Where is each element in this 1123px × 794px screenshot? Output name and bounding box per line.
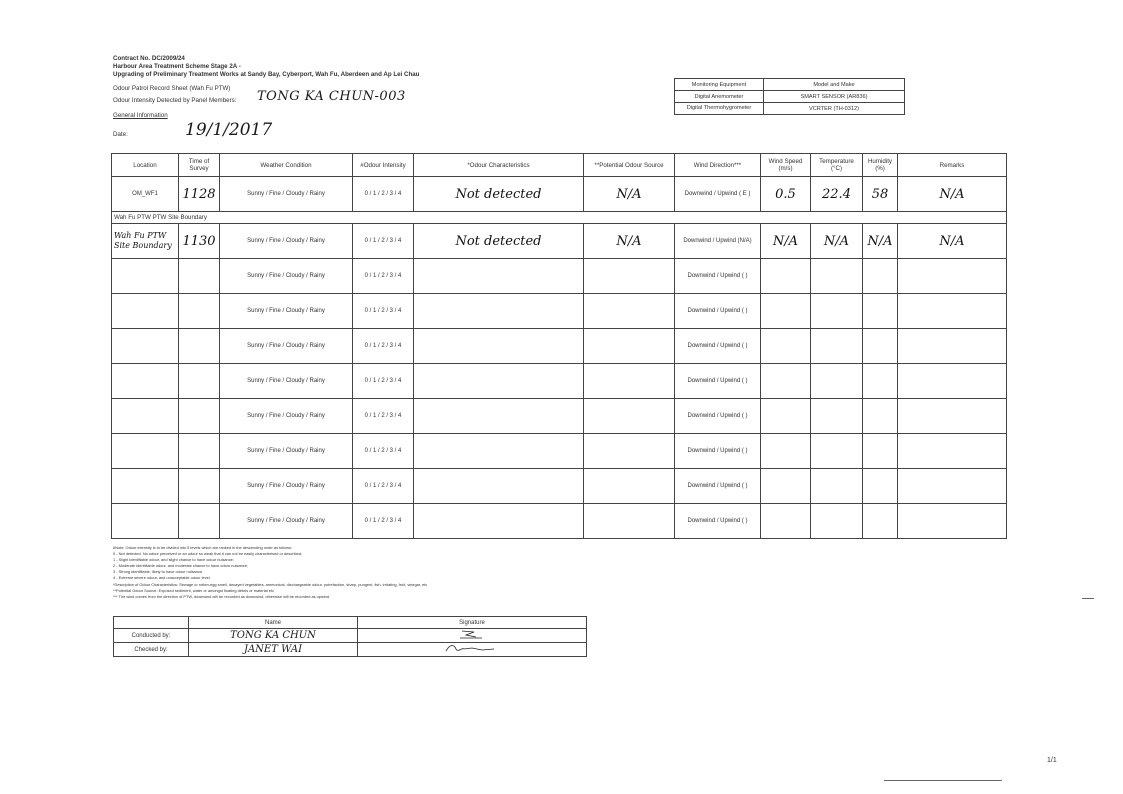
signature-header: Signature [358,617,587,629]
row-intensity: 0 / 1 / 2 / 3 / 4 [353,224,414,259]
note-line: 2 - Moderate identifiable odour, and moderate chance to have odour nuisance; [113,563,248,569]
checked-by-label: Checked by: [114,643,189,657]
row-weather: Sunny / Fine / Cloudy / Rainy [220,329,353,364]
conducted-by-label: Conducted by: [114,629,189,643]
note-line: **Potential Odour Source: Exposed sediment, water or amongst floating debris or material etc [113,587,274,593]
row-wind-speed: N/A [761,224,811,259]
equipment-model: SMART SENSOR (AR836) [764,91,905,103]
table-row [112,224,1007,259]
checked-by-signature [358,643,587,657]
note-line: 4 - Extreme severe odour, and unacceptable odour level. [113,575,211,581]
equipment-header-row [675,79,905,91]
row-temperature: N/A [811,224,863,259]
note-line: *Description of Odour Characteristics: Sewage or rotten-egg smell, decayed vegetables, ammonical, dischargeable odour, putrefaction, sharp, pungent, fish, irritating, fruit, vinegar, etc [113,581,428,587]
contract-number: Contract No. DC/2009/24 [113,55,185,62]
header-wind-speed: Wind Speed (m/s) [761,154,811,177]
row-weather: Sunny / Fine / Cloudy / Rainy [220,259,353,294]
signoff-row [114,629,587,643]
note-line: 0 - Not detected. No odour perceived or an odour so weak that it can not be easily characterised or described; [113,551,303,557]
footer-divider [884,780,1002,781]
row-wind-direction: Downwind / Upwind ( ) [675,259,761,294]
row-source: N/A [584,224,675,259]
margin-mark [1082,598,1094,599]
row-wind-direction: Downwind / Upwind ( ) [675,504,761,539]
equipment-table [674,78,905,115]
row-intensity: 0 / 1 / 2 / 3 / 4 [353,329,414,364]
conducted-by-signature [358,629,587,643]
row-wind-direction: Downwind / Upwind ( ) [675,364,761,399]
table-row [112,177,1007,212]
header-remarks: Remarks [898,154,1007,177]
row-wind-speed: 0.5 [761,177,811,212]
row-weather: Sunny / Fine / Cloudy / Rainy [220,434,353,469]
date-value: 19/1/2017 [185,120,273,140]
notes-block [113,545,427,600]
signature-scribble-icon [442,643,502,654]
project-title-line1: Harbour Area Treatment Scheme Stage 2A - [113,63,241,70]
sheet-title: Odour Patrol Record Sheet (Wah Fu PTW) [113,85,231,92]
note-line: 1 - Slight identifiable odour, and slight chance to have odour nuisance; [113,557,234,563]
row-humidity: N/A [863,224,898,259]
conducted-by-name: TONG KA CHUN [189,629,358,643]
row-remarks: N/A [898,177,1007,212]
row-time: 1128 [179,177,220,212]
row-weather: Sunny / Fine / Cloudy / Rainy [220,469,353,504]
equipment-header: Monitoring Equipment [675,79,764,91]
row-wind-direction: Downwind / Upwind ( ) [675,399,761,434]
header-weather: Weather Condition [220,154,353,177]
row-intensity: 0 / 1 / 2 / 3 / 4 [353,364,414,399]
header-intensity: #Odour Intensity [353,154,414,177]
table-row [112,294,1007,329]
date-label: Date: [113,131,128,138]
checked-by-name: JANET WAI [189,643,358,657]
equipment-row [675,103,905,115]
row-intensity: 0 / 1 / 2 / 3 / 4 [353,294,414,329]
panel-members-label: Odour Intensity Detected by Panel Members: [113,97,237,104]
equipment-item: Digital Thermohygrometer [675,103,764,115]
table-row [112,434,1007,469]
note-line: *** The wind comes from the direction of PTW, downwind will be recorded as downwind, otherwise will be recorded as upwind. [113,593,331,599]
row-wind-direction: Downwind / Upwind ( ) [675,294,761,329]
row-intensity: 0 / 1 / 2 / 3 / 4 [353,259,414,294]
row-weather: Sunny / Fine / Cloudy / Rainy [220,504,353,539]
table-row [112,364,1007,399]
row-wind-direction: Downwind / Upwind ( ) [675,434,761,469]
row-time: 1130 [179,224,220,259]
page-number: 1/1 [1047,757,1057,764]
table-row [112,469,1007,504]
header-wind-direction: Wind Direction*** [675,154,761,177]
header-source: **Potential Odour Source [584,154,675,177]
row-intensity: 0 / 1 / 2 / 3 / 4 [353,434,414,469]
row-intensity: 0 / 1 / 2 / 3 / 4 [353,504,414,539]
row-weather: Sunny / Fine / Cloudy / Rainy [220,177,353,212]
project-title-line2: Upgrading of Preliminary Treatment Works at Sandy Bay, Cyberport, Wah Fu, Aberdeen and Ap Lei Chau [113,71,420,78]
row-wind-direction: Downwind / Upwind ( ) [675,329,761,364]
signoff-row [114,643,587,657]
model-header: Model and Make [764,79,905,91]
row-location: OM_WF1 [112,177,179,212]
table-row [112,504,1007,539]
odour-record-table [111,153,1007,539]
note-line: 3 - Strong identifiable, likely to have odour nuisance [113,569,203,575]
table-header-row [112,154,1007,177]
row-weather: Sunny / Fine / Cloudy / Rainy [220,294,353,329]
header-location: Location [112,154,179,177]
row-characteristics: Not detected [414,177,584,212]
panel-members-value: TONG KA CHUN-003 [257,89,406,104]
row-intensity: 0 / 1 / 2 / 3 / 4 [353,399,414,434]
table-row [112,329,1007,364]
row-weather: Sunny / Fine / Cloudy / Rainy [220,364,353,399]
name-header: Name [189,617,358,629]
row-intensity: 0 / 1 / 2 / 3 / 4 [353,469,414,504]
section-label: Wah Fu PTW PTW Site Boundary [112,212,1007,224]
row-weather: Sunny / Fine / Cloudy / Rainy [220,224,353,259]
table-row [112,259,1007,294]
row-characteristics: Not detected [414,224,584,259]
row-humidity: 58 [863,177,898,212]
general-information-label: General Information [113,112,168,119]
equipment-row [675,91,905,103]
section-row [112,212,1007,224]
equipment-model: VCRTER (TH-0312) [764,103,905,115]
row-source: N/A [584,177,675,212]
note-line: #Note: Odour intensity is to be divided into 5 levels which are ranked in the descending order as follows: [113,545,293,550]
table-row [112,399,1007,434]
row-wind-direction: Downwind / Upwind ( E ) [675,177,761,212]
row-temperature: 22.4 [811,177,863,212]
signoff-header-row [114,617,587,629]
row-wind-direction: Downwind / Upwind (N/A) [675,224,761,259]
signature-scribble-icon [452,629,492,640]
header-temperature: Temperature (°C) [811,154,863,177]
row-wind-direction: Downwind / Upwind ( ) [675,469,761,504]
row-weather: Sunny / Fine / Cloudy / Rainy [220,399,353,434]
equipment-item: Digital Anemometer [675,91,764,103]
signoff-table [113,616,587,657]
row-remarks: N/A [898,224,1007,259]
header-humidity: Humidity (%) [863,154,898,177]
row-location: Wah Fu PTW Site Boundary [112,224,179,259]
header-time: Time of Survey [179,154,220,177]
header-characteristics: *Odour Characteristics [414,154,584,177]
row-intensity: 0 / 1 / 2 / 3 / 4 [353,177,414,212]
